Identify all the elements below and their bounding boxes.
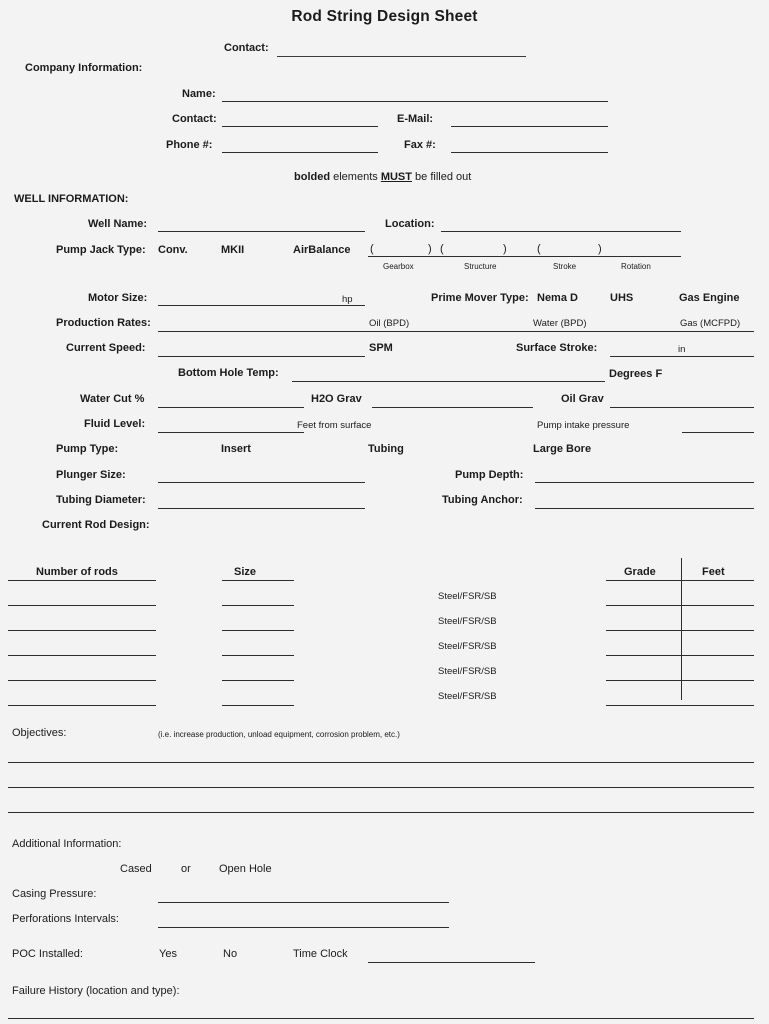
pump-jack-sublabel-stroke: Stroke bbox=[553, 262, 577, 271]
pump-intake-pressure-input[interactable] bbox=[682, 432, 754, 433]
production-rates-input[interactable] bbox=[158, 331, 754, 332]
fluid-level-label: Fluid Level: bbox=[84, 418, 146, 430]
pump-jack-sublabel-structure: Structure bbox=[464, 262, 497, 271]
hole-option-or: or bbox=[181, 863, 191, 875]
rod-row-material-4: Steel/FSR/SB bbox=[438, 666, 497, 677]
production-unit-gas: Gas (MCFPD) bbox=[680, 318, 741, 329]
casing-pressure-input[interactable] bbox=[158, 902, 449, 903]
tubing-diameter-input[interactable] bbox=[158, 508, 365, 509]
motor-size-unit: hp bbox=[342, 294, 353, 305]
current-speed-unit: SPM bbox=[369, 342, 393, 354]
pump-type-option-large-bore[interactable]: Large Bore bbox=[533, 443, 592, 455]
rod-table-header-rule-number bbox=[8, 580, 156, 581]
objectives-line-2[interactable] bbox=[8, 787, 754, 788]
pump-depth-label: Pump Depth: bbox=[455, 469, 524, 481]
note-tail: be filled out bbox=[411, 171, 472, 183]
plunger-size-input[interactable] bbox=[158, 482, 365, 483]
rod-row-size-input-4[interactable] bbox=[222, 680, 294, 681]
motor-size-input[interactable] bbox=[158, 305, 365, 306]
surface-stroke-unit: in bbox=[678, 344, 686, 355]
fax-input[interactable] bbox=[451, 152, 608, 153]
surface-stroke-input[interactable] bbox=[610, 356, 754, 357]
time-clock-label: Time Clock bbox=[293, 948, 348, 960]
well-name-label: Well Name: bbox=[88, 218, 148, 230]
rod-row-size-input-2[interactable] bbox=[222, 630, 294, 631]
tubing-diameter-label: Tubing Diameter: bbox=[56, 494, 146, 506]
note-bold-word: bolded bbox=[294, 171, 331, 183]
structure-paren-open: ( bbox=[440, 243, 444, 255]
production-rates-label: Production Rates: bbox=[56, 317, 151, 329]
additional-information-label: Additional Information: bbox=[12, 838, 122, 850]
rod-table-vertical-divider bbox=[681, 558, 682, 700]
rod-row-size-input-3[interactable] bbox=[222, 655, 294, 656]
surface-stroke-label: Surface Stroke: bbox=[516, 342, 598, 354]
pump-jack-option-mkii[interactable]: MKII bbox=[221, 244, 245, 256]
rod-row-grade-feet-input-4[interactable] bbox=[606, 680, 754, 681]
fax-label: Fax #: bbox=[404, 139, 436, 151]
prime-mover-option-gas-engine[interactable]: Gas Engine bbox=[679, 292, 740, 304]
rod-row-number-input-5[interactable] bbox=[8, 705, 156, 706]
rod-row-number-input-1[interactable] bbox=[8, 605, 156, 606]
structure-paren-close: ) bbox=[503, 243, 507, 255]
phone-label: Phone #: bbox=[166, 139, 213, 151]
prime-mover-option-nema-d[interactable]: Nema D bbox=[537, 292, 578, 304]
pump-type-label: Pump Type: bbox=[56, 443, 119, 455]
bottom-hole-temp-label: Bottom Hole Temp: bbox=[178, 367, 279, 379]
rod-row-grade-feet-input-3[interactable] bbox=[606, 655, 754, 656]
bottom-hole-temp-unit: Degrees F bbox=[609, 368, 663, 380]
rod-row-material-5: Steel/FSR/SB bbox=[438, 691, 497, 702]
page-title: Rod String Design Sheet bbox=[291, 8, 478, 25]
note-must-word: MUST bbox=[380, 171, 412, 183]
gearbox-paren-close: ) bbox=[428, 243, 432, 255]
pump-jack-option-airbalance[interactable]: AirBalance bbox=[293, 244, 351, 256]
production-unit-oil: Oil (BPD) bbox=[369, 318, 410, 329]
prime-mover-type-label: Prime Mover Type: bbox=[431, 292, 529, 304]
rod-row-number-input-2[interactable] bbox=[8, 630, 156, 631]
well-name-input[interactable] bbox=[158, 231, 365, 232]
top-contact-input[interactable] bbox=[277, 56, 526, 57]
pump-type-option-tubing[interactable]: Tubing bbox=[368, 443, 404, 455]
rod-row-grade-feet-input-1[interactable] bbox=[606, 605, 754, 606]
rod-table-header-rule-grade-feet bbox=[606, 580, 754, 581]
rod-table-header-rule-size bbox=[222, 580, 294, 581]
h2o-grav-input[interactable] bbox=[372, 407, 533, 408]
stroke-paren-close: ) bbox=[598, 243, 602, 255]
objectives-line-3[interactable] bbox=[8, 812, 754, 813]
h2o-grav-label: H2O Grav bbox=[311, 393, 362, 405]
pump-intake-pressure-label: Pump intake pressure bbox=[537, 420, 630, 431]
rod-table-header-grade: Grade bbox=[624, 566, 656, 578]
pump-jack-sublabel-gearbox: Gearbox bbox=[383, 262, 414, 271]
location-label: Location: bbox=[385, 218, 435, 230]
pump-type-option-insert[interactable]: Insert bbox=[221, 443, 251, 455]
pump-jack-detail-input[interactable] bbox=[368, 256, 681, 257]
motor-size-label: Motor Size: bbox=[88, 292, 148, 304]
company-contact-label: Contact: bbox=[172, 113, 217, 125]
rod-row-material-2: Steel/FSR/SB bbox=[438, 616, 497, 627]
water-cut-input[interactable] bbox=[158, 407, 304, 408]
perforations-intervals-input[interactable] bbox=[158, 927, 449, 928]
tubing-anchor-label: Tubing Anchor: bbox=[442, 494, 523, 506]
company-name-label: Name: bbox=[182, 88, 216, 100]
oil-grav-input[interactable] bbox=[610, 407, 754, 408]
rod-row-number-input-4[interactable] bbox=[8, 680, 156, 681]
company-name-input[interactable] bbox=[222, 101, 608, 102]
failure-history-label: Failure History (location and type): bbox=[12, 985, 180, 997]
casing-pressure-label: Casing Pressure: bbox=[12, 888, 97, 900]
location-input[interactable] bbox=[441, 231, 681, 232]
gearbox-paren-open: ( bbox=[370, 243, 374, 255]
hole-option-open-hole[interactable]: Open Hole bbox=[219, 863, 272, 875]
prime-mover-option-uhs[interactable]: UHS bbox=[610, 292, 634, 304]
current-speed-input[interactable] bbox=[158, 356, 365, 357]
note-mid: elements bbox=[330, 171, 381, 183]
production-unit-water: Water (BPD) bbox=[533, 318, 587, 329]
company-information-label: Company Information: bbox=[25, 62, 143, 74]
rod-row-size-input-1[interactable] bbox=[222, 605, 294, 606]
pump-jack-sublabel-rotation: Rotation bbox=[621, 262, 651, 271]
stroke-paren-open: ( bbox=[537, 243, 541, 255]
rod-row-grade-feet-input-5[interactable] bbox=[606, 705, 754, 706]
objectives-line-1[interactable] bbox=[8, 762, 754, 763]
pump-depth-input[interactable] bbox=[535, 482, 754, 483]
water-cut-label: Water Cut % bbox=[80, 393, 145, 405]
email-input[interactable] bbox=[451, 126, 608, 127]
bold-requirement-note bbox=[294, 171, 471, 183]
fluid-level-unit: Feet from surface bbox=[297, 420, 372, 431]
rod-table-header-feet: Feet bbox=[702, 566, 725, 578]
pump-jack-type-label: Pump Jack Type: bbox=[56, 244, 146, 256]
poc-installed-label: POC Installed: bbox=[12, 948, 83, 960]
top-contact-label: Contact: bbox=[224, 42, 269, 54]
oil-grav-label: Oil Grav bbox=[561, 393, 604, 405]
tubing-anchor-input[interactable] bbox=[535, 508, 754, 509]
poc-option-yes[interactable]: Yes bbox=[159, 948, 177, 960]
current-rod-design-label: Current Rod Design: bbox=[42, 519, 150, 531]
fluid-level-input[interactable] bbox=[158, 432, 304, 433]
rod-row-number-input-3[interactable] bbox=[8, 655, 156, 656]
hole-option-cased[interactable]: Cased bbox=[120, 863, 152, 875]
well-information-section-label: WELL INFORMATION: bbox=[14, 193, 129, 205]
rod-table-header-size: Size bbox=[234, 566, 257, 578]
rod-row-material-3: Steel/FSR/SB bbox=[438, 641, 497, 652]
rod-table-header-number: Number of rods bbox=[36, 566, 118, 578]
perforations-intervals-label: Perforations Intervals: bbox=[12, 913, 119, 925]
bottom-hole-temp-input[interactable] bbox=[292, 381, 605, 382]
plunger-size-label: Plunger Size: bbox=[56, 469, 126, 481]
failure-history-line-1[interactable] bbox=[8, 1018, 754, 1019]
pump-jack-option-conv[interactable]: Conv. bbox=[158, 244, 188, 256]
time-clock-input[interactable] bbox=[368, 962, 535, 963]
current-speed-label: Current Speed: bbox=[66, 342, 146, 354]
poc-option-no[interactable]: No bbox=[223, 948, 238, 960]
rod-row-size-input-5[interactable] bbox=[222, 705, 294, 706]
objectives-label: Objectives: bbox=[12, 727, 67, 739]
company-contact-input[interactable] bbox=[222, 126, 378, 127]
rod-row-material-1: Steel/FSR/SB bbox=[438, 591, 497, 602]
rod-row-grade-feet-input-2[interactable] bbox=[606, 630, 754, 631]
phone-input[interactable] bbox=[222, 152, 378, 153]
objectives-hint: (i.e. increase production, unload equipment, corrosion problem, etc.) bbox=[158, 730, 400, 739]
email-label: E-Mail: bbox=[397, 113, 434, 125]
